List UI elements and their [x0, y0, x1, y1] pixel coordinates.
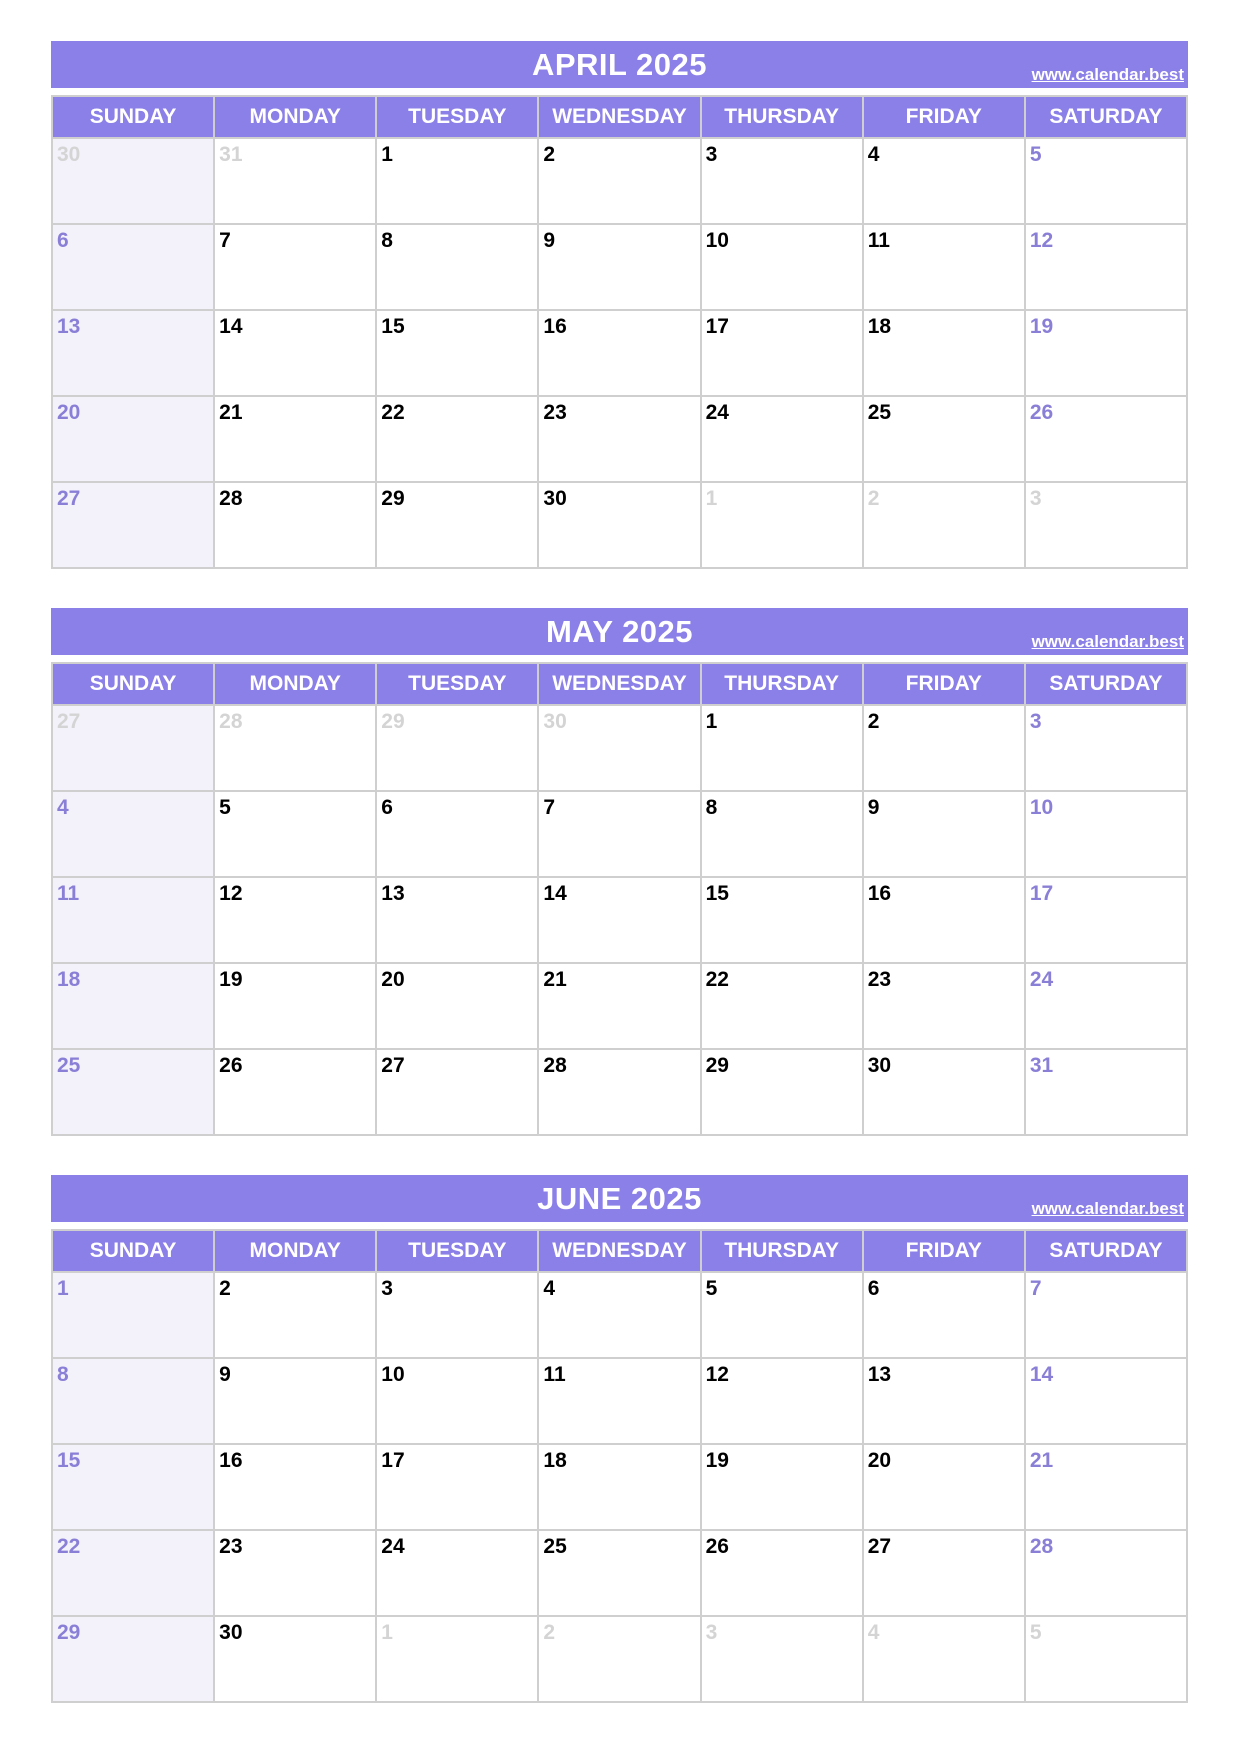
day-number: 16 [219, 1449, 243, 1472]
day-cell [53, 311, 215, 397]
day-cell [539, 1273, 701, 1359]
day-cell [377, 1445, 539, 1531]
day-number: 2 [219, 1277, 231, 1300]
day-cell [539, 311, 701, 397]
day-cell [539, 964, 701, 1050]
day-cell [864, 483, 1026, 569]
weekday-header-thursday: THURSDAY [702, 97, 864, 139]
day-number: 22 [57, 1535, 81, 1558]
day-number: 1 [705, 710, 718, 733]
day-cell [702, 1359, 864, 1445]
day-cell [377, 878, 539, 964]
day-number: 6 [867, 1277, 880, 1300]
day-cell [702, 139, 864, 225]
day-cell [215, 1445, 377, 1531]
day-number: 16 [543, 315, 567, 338]
day-cell [702, 1617, 864, 1703]
weekday-header-friday: FRIDAY [864, 664, 1026, 706]
day-number: 27 [57, 710, 81, 733]
day-cell [1026, 225, 1188, 311]
day-cell [215, 397, 377, 483]
day-cell [864, 1445, 1026, 1531]
month-title-bar [51, 608, 1188, 655]
day-number: 5 [219, 796, 231, 819]
day-number: 4 [543, 1277, 556, 1300]
day-cell [377, 311, 539, 397]
day-cell [53, 483, 215, 569]
day-cell [377, 1050, 539, 1136]
month-title-bar [51, 1175, 1188, 1222]
day-cell [539, 1445, 701, 1531]
day-cell [864, 792, 1026, 878]
day-number: 3 [1029, 710, 1042, 733]
weekday-header-saturday: SATURDAY [1026, 1231, 1188, 1273]
weekday-header-sunday: SUNDAY [53, 97, 215, 139]
day-cell [215, 1050, 377, 1136]
day-number: 27 [57, 487, 81, 510]
day-cell [53, 1050, 215, 1136]
site-link[interactable]: www.calendar.best [1031, 632, 1184, 651]
day-cell [377, 1617, 539, 1703]
day-cell [539, 1050, 701, 1136]
day-cell [215, 1531, 377, 1617]
weekday-header-tuesday: TUESDAY [377, 1231, 539, 1273]
day-cell [702, 397, 864, 483]
day-cell [53, 792, 215, 878]
day-number: 19 [1029, 315, 1054, 338]
day-cell [864, 1273, 1026, 1359]
day-cell [702, 706, 864, 792]
day-cell [702, 792, 864, 878]
day-number: 23 [219, 1535, 243, 1558]
day-number: 5 [705, 1277, 718, 1300]
weekday-header-wednesday: WEDNESDAY [539, 97, 701, 139]
day-cell [864, 311, 1026, 397]
month-title-bar [51, 41, 1188, 88]
day-cell [53, 225, 215, 311]
day-number: 3 [705, 143, 718, 166]
weekday-header-wednesday: WEDNESDAY [539, 1231, 701, 1273]
month-grid [51, 662, 1188, 1136]
day-number: 4 [867, 143, 880, 166]
month-title: JUNE 2025 [537, 1180, 702, 1216]
weekday-header-thursday: THURSDAY [702, 1231, 864, 1273]
day-cell [377, 1359, 539, 1445]
day-cell [377, 1531, 539, 1617]
day-number: 13 [867, 1363, 892, 1386]
day-number: 15 [705, 882, 729, 905]
day-number: 9 [867, 796, 880, 819]
day-number: 3 [1029, 487, 1042, 510]
day-cell [1026, 311, 1188, 397]
day-number: 1 [381, 1621, 393, 1644]
day-number: 25 [867, 401, 892, 424]
day-cell [377, 139, 539, 225]
day-number: 18 [867, 315, 892, 338]
day-number: 6 [57, 229, 69, 252]
day-cell [53, 964, 215, 1050]
day-cell [1026, 1617, 1188, 1703]
day-cell [215, 139, 377, 225]
weekday-header-friday: FRIDAY [864, 97, 1026, 139]
day-number: 2 [543, 1621, 556, 1644]
day-cell [864, 1050, 1026, 1136]
day-number: 11 [543, 1363, 566, 1386]
day-number: 2 [543, 143, 556, 166]
day-number: 14 [219, 315, 243, 338]
day-number: 30 [867, 1054, 892, 1077]
day-cell [377, 225, 539, 311]
weekday-header-monday: MONDAY [215, 97, 377, 139]
day-number: 1 [705, 487, 718, 510]
day-number: 25 [57, 1054, 81, 1077]
day-number: 21 [543, 968, 567, 991]
day-number: 5 [1029, 143, 1042, 166]
day-cell [864, 1359, 1026, 1445]
day-cell [702, 1445, 864, 1531]
day-number: 16 [867, 882, 892, 905]
day-cell [1026, 397, 1188, 483]
day-number: 29 [381, 710, 405, 733]
day-number: 20 [57, 401, 81, 424]
day-number: 29 [381, 487, 405, 510]
day-cell [539, 139, 701, 225]
site-link[interactable]: www.calendar.best [1031, 65, 1184, 84]
day-number: 9 [543, 229, 556, 252]
day-number: 8 [381, 229, 393, 252]
day-number: 26 [705, 1535, 729, 1558]
day-number: 31 [219, 143, 243, 166]
month-title: APRIL 2025 [531, 46, 707, 82]
day-cell [864, 397, 1026, 483]
day-cell [1026, 1050, 1188, 1136]
day-number: 12 [219, 882, 243, 905]
day-cell [702, 311, 864, 397]
day-cell [215, 706, 377, 792]
day-number: 24 [705, 401, 729, 424]
day-cell [1026, 1359, 1188, 1445]
day-number: 15 [381, 315, 405, 338]
day-number: 30 [543, 710, 567, 733]
day-cell [53, 1359, 215, 1445]
day-number: 14 [1029, 1363, 1054, 1386]
day-cell [215, 878, 377, 964]
day-cell [53, 397, 215, 483]
day-cell [1026, 483, 1188, 569]
day-cell [539, 878, 701, 964]
weekday-header-tuesday: TUESDAY [377, 97, 539, 139]
day-cell [1026, 964, 1188, 1050]
day-number: 28 [543, 1054, 567, 1077]
day-cell [215, 1359, 377, 1445]
month-calendar [51, 608, 1188, 1077]
day-cell [215, 483, 377, 569]
day-cell [215, 311, 377, 397]
site-link[interactable]: www.calendar.best [1031, 1199, 1184, 1218]
day-number: 2 [867, 487, 880, 510]
month-calendar [51, 41, 1188, 510]
day-cell [864, 1531, 1026, 1617]
day-cell [1026, 1445, 1188, 1531]
weekday-header-sunday: SUNDAY [53, 664, 215, 706]
day-number: 24 [1029, 968, 1054, 991]
day-number: 22 [381, 401, 405, 424]
weekday-header-wednesday: WEDNESDAY [539, 664, 701, 706]
day-cell [53, 1617, 215, 1703]
day-cell [377, 1273, 539, 1359]
day-cell [377, 706, 539, 792]
day-number: 26 [219, 1054, 243, 1077]
day-cell [702, 1531, 864, 1617]
day-number: 12 [705, 1363, 729, 1386]
day-number: 28 [219, 487, 243, 510]
weekday-header-friday: FRIDAY [864, 1231, 1026, 1273]
day-cell [864, 139, 1026, 225]
day-number: 18 [57, 968, 81, 991]
day-number: 3 [705, 1621, 718, 1644]
day-cell [539, 225, 701, 311]
month-grid [51, 1229, 1188, 1703]
day-cell [702, 225, 864, 311]
day-cell [702, 1273, 864, 1359]
day-number: 4 [57, 796, 69, 819]
day-number: 2 [867, 710, 880, 733]
day-number: 11 [867, 229, 890, 252]
day-cell [1026, 792, 1188, 878]
day-number: 27 [867, 1535, 892, 1558]
day-number: 31 [1029, 1054, 1054, 1077]
day-number: 14 [543, 882, 567, 905]
day-cell [215, 225, 377, 311]
month-title: MAY 2025 [545, 613, 694, 649]
day-cell [53, 706, 215, 792]
day-number: 13 [57, 315, 81, 338]
day-number: 10 [705, 229, 729, 252]
day-cell [377, 397, 539, 483]
day-cell [53, 878, 215, 964]
day-number: 26 [1029, 401, 1054, 424]
day-cell [702, 964, 864, 1050]
day-cell [702, 483, 864, 569]
day-number: 13 [381, 882, 405, 905]
day-number: 8 [57, 1363, 69, 1386]
weekday-header-thursday: THURSDAY [702, 664, 864, 706]
day-number: 20 [381, 968, 405, 991]
day-cell [702, 1050, 864, 1136]
day-number: 17 [1029, 882, 1054, 905]
day-number: 9 [219, 1363, 231, 1386]
day-number: 10 [1029, 796, 1054, 819]
day-number: 1 [57, 1277, 69, 1300]
day-cell [539, 1617, 701, 1703]
day-number: 30 [57, 143, 81, 166]
day-number: 17 [705, 315, 729, 338]
day-cell [1026, 139, 1188, 225]
day-number: 30 [219, 1621, 243, 1644]
day-cell [864, 964, 1026, 1050]
day-cell [864, 706, 1026, 792]
day-number: 23 [543, 401, 567, 424]
weekday-header-saturday: SATURDAY [1026, 97, 1188, 139]
day-number: 1 [381, 143, 393, 166]
day-number: 15 [57, 1449, 81, 1472]
day-number: 29 [705, 1054, 729, 1077]
day-cell [539, 706, 701, 792]
day-number: 17 [381, 1449, 405, 1472]
day-number: 7 [219, 229, 231, 252]
day-cell [377, 483, 539, 569]
day-cell [53, 1273, 215, 1359]
day-number: 21 [219, 401, 243, 424]
day-cell [1026, 1273, 1188, 1359]
day-number: 24 [381, 1535, 405, 1558]
day-cell [539, 792, 701, 878]
day-number: 28 [219, 710, 243, 733]
day-cell [53, 1531, 215, 1617]
day-cell [864, 1617, 1026, 1703]
weekday-header-saturday: SATURDAY [1026, 664, 1188, 706]
month-grid [51, 95, 1188, 569]
day-number: 29 [57, 1621, 81, 1644]
day-cell [539, 1359, 701, 1445]
day-cell [215, 964, 377, 1050]
day-number: 27 [381, 1054, 405, 1077]
day-number: 12 [1029, 229, 1054, 252]
weekday-header-monday: MONDAY [215, 1231, 377, 1273]
day-cell [1026, 1531, 1188, 1617]
day-cell [864, 878, 1026, 964]
day-cell [539, 483, 701, 569]
day-number: 8 [705, 796, 718, 819]
day-cell [215, 1273, 377, 1359]
month-calendar [51, 1175, 1188, 1644]
day-number: 7 [1029, 1277, 1042, 1300]
weekday-header-sunday: SUNDAY [53, 1231, 215, 1273]
day-number: 23 [867, 968, 892, 991]
day-number: 21 [1029, 1449, 1054, 1472]
day-number: 10 [381, 1363, 405, 1386]
day-number: 18 [543, 1449, 567, 1472]
day-cell [702, 878, 864, 964]
day-cell [377, 792, 539, 878]
day-cell [215, 792, 377, 878]
day-number: 7 [543, 796, 556, 819]
day-number: 30 [543, 487, 567, 510]
day-number: 20 [867, 1449, 892, 1472]
day-cell [539, 1531, 701, 1617]
day-number: 28 [1029, 1535, 1054, 1558]
day-number: 11 [57, 882, 80, 905]
day-number: 5 [1029, 1621, 1042, 1644]
day-cell [215, 1617, 377, 1703]
day-cell [53, 139, 215, 225]
day-number: 25 [543, 1535, 567, 1558]
weekday-header-monday: MONDAY [215, 664, 377, 706]
day-number: 22 [705, 968, 729, 991]
day-cell [377, 964, 539, 1050]
day-number: 6 [381, 796, 393, 819]
day-number: 19 [219, 968, 243, 991]
day-cell [1026, 706, 1188, 792]
weekday-header-tuesday: TUESDAY [377, 664, 539, 706]
day-cell [53, 1445, 215, 1531]
day-cell [539, 397, 701, 483]
day-cell [864, 225, 1026, 311]
day-number: 3 [381, 1277, 393, 1300]
day-number: 19 [705, 1449, 729, 1472]
day-number: 4 [867, 1621, 880, 1644]
day-cell [1026, 878, 1188, 964]
